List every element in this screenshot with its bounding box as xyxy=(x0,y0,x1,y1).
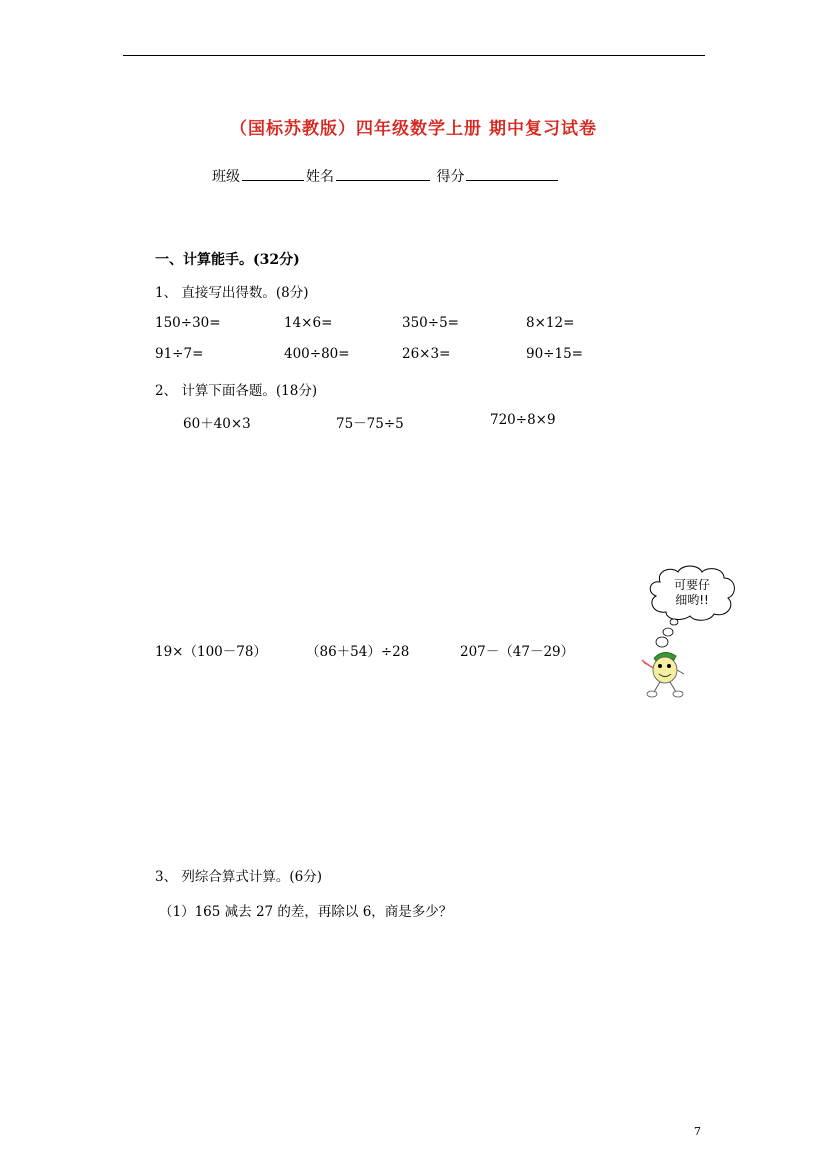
q1-item: 350÷5= xyxy=(402,315,459,331)
q2-item: 60＋40×3 xyxy=(183,416,251,432)
bubble-text xyxy=(660,578,724,608)
score-blank[interactable] xyxy=(466,166,558,181)
question-2-label: 2、 计算下面各题。(18分) xyxy=(155,383,318,399)
name-label: 姓名 xyxy=(306,169,334,185)
question-3-label: 3、 列综合算式计算。(6分) xyxy=(155,869,323,885)
class-blank[interactable] xyxy=(242,166,304,181)
q1-item: 8×12= xyxy=(526,315,575,331)
section-1-heading: 一、计算能手。(32分) xyxy=(155,252,300,268)
q3-item: （1）165 减去 27 的差，再除以 6，商是多少？ xyxy=(159,904,453,920)
page-title: （国标苏教版）四年级数学上册 期中复习试卷 xyxy=(230,119,597,139)
question-1-label: 1、 直接写出得数。(8分) xyxy=(155,285,309,301)
bubble-line-2: 细哟!! xyxy=(675,593,709,607)
header-rule xyxy=(123,55,705,56)
page-number: 7 xyxy=(694,1125,701,1138)
bubble-line-1: 可要仔 xyxy=(673,578,710,592)
q1-item: 150÷30= xyxy=(155,315,221,331)
q1-item: 14×6= xyxy=(284,315,333,331)
q2-item: 207－（47－29） xyxy=(460,644,575,660)
q1-item: 91÷7= xyxy=(155,346,204,362)
q2-item: （86＋54）÷28 xyxy=(306,644,410,660)
q2-item: 720÷8×9 xyxy=(490,412,556,428)
q2-item: 75－75÷5 xyxy=(336,416,404,432)
q1-item: 26×3= xyxy=(402,346,451,362)
q2-item: 19×（100－78） xyxy=(155,644,267,660)
student-info-line xyxy=(212,166,560,186)
class-label: 班级 xyxy=(212,169,240,185)
score-label: 得分 xyxy=(436,169,465,185)
mascot-character-icon xyxy=(632,618,694,704)
q1-item: 90÷15= xyxy=(526,346,583,362)
name-blank[interactable] xyxy=(336,166,430,181)
q1-item: 400÷80= xyxy=(284,346,350,362)
